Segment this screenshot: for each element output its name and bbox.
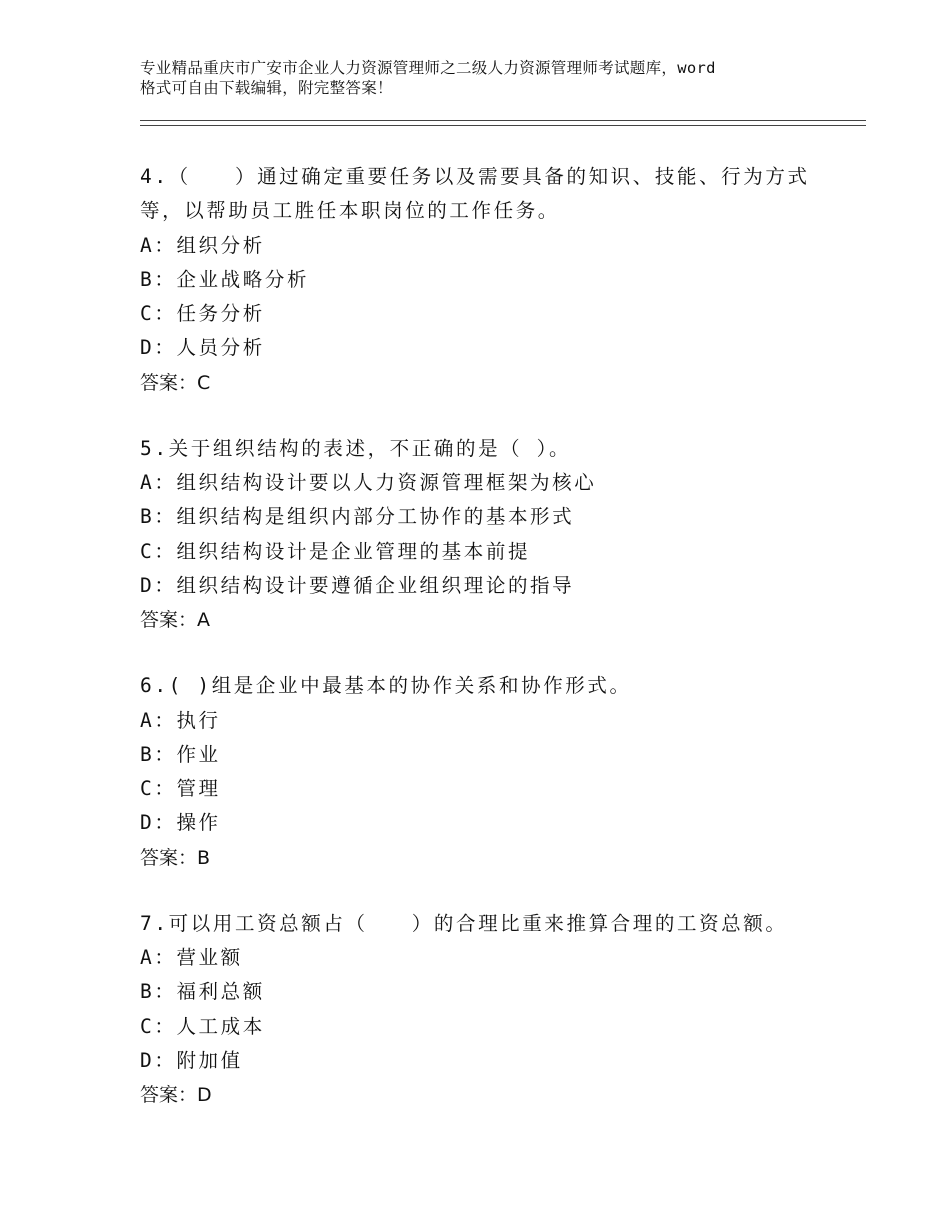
question-4 bbox=[140, 160, 840, 400]
option-b: B：福利总额 bbox=[140, 980, 265, 1004]
option-d: D：人员分析 bbox=[140, 336, 265, 360]
answer-line: 答案：D bbox=[140, 1084, 212, 1107]
answer-line: 答案：B bbox=[140, 846, 211, 869]
header-divider bbox=[140, 120, 866, 126]
question-stem: 4.（ ）通过确定重要任务以及需要具备的知识、技能、行为方式 bbox=[140, 165, 810, 188]
question-5 bbox=[140, 432, 840, 637]
option-c: C：组织结构设计是企业管理的基本前提 bbox=[140, 539, 531, 563]
option-d: D：操作 bbox=[140, 811, 221, 835]
question-stem: 6.( )组是企业中最基本的协作关系和协作形式。 bbox=[140, 674, 632, 698]
question-stem: 5.关于组织结构的表述，不正确的是（ ）。 bbox=[140, 436, 572, 460]
option-b: B：组织结构是组织内部分工协作的基本形式 bbox=[140, 505, 575, 529]
option-d: D：附加值 bbox=[140, 1048, 243, 1072]
question-list bbox=[140, 160, 840, 1144]
option-a: A：执行 bbox=[140, 708, 221, 732]
question-6 bbox=[140, 669, 840, 874]
question-7 bbox=[140, 907, 840, 1112]
option-b: B：企业战略分析 bbox=[140, 267, 310, 291]
option-a: A：营业额 bbox=[140, 946, 243, 970]
header-line-2: 格式可自由下载编辑，附完整答案！ bbox=[140, 79, 393, 97]
option-c: C：人工成本 bbox=[140, 1014, 265, 1038]
option-a: A：组织结构设计要以人力资源管理框架为核心 bbox=[140, 471, 597, 495]
option-b: B：作业 bbox=[140, 742, 221, 766]
option-c: C：任务分析 bbox=[140, 302, 265, 326]
option-d: D：组织结构设计要遵循企业组织理论的指导 bbox=[140, 573, 575, 597]
option-a: A：组织分析 bbox=[140, 233, 265, 257]
answer-line: 答案：A bbox=[140, 609, 210, 632]
question-stem: 等，以帮助员工胜任本职岗位的工作任务。 bbox=[140, 199, 560, 223]
option-c: C：管理 bbox=[140, 777, 221, 801]
answer-line: 答案：C bbox=[140, 371, 211, 394]
document-header bbox=[140, 58, 840, 98]
question-stem: 7.可以用工资总额占（ ）的合理比重来推算合理的工资总额。 bbox=[140, 911, 788, 935]
header-line-1: 专业精品重庆市广安市企业人力资源管理师之二级人力资源管理师考试题库，word bbox=[140, 59, 716, 77]
